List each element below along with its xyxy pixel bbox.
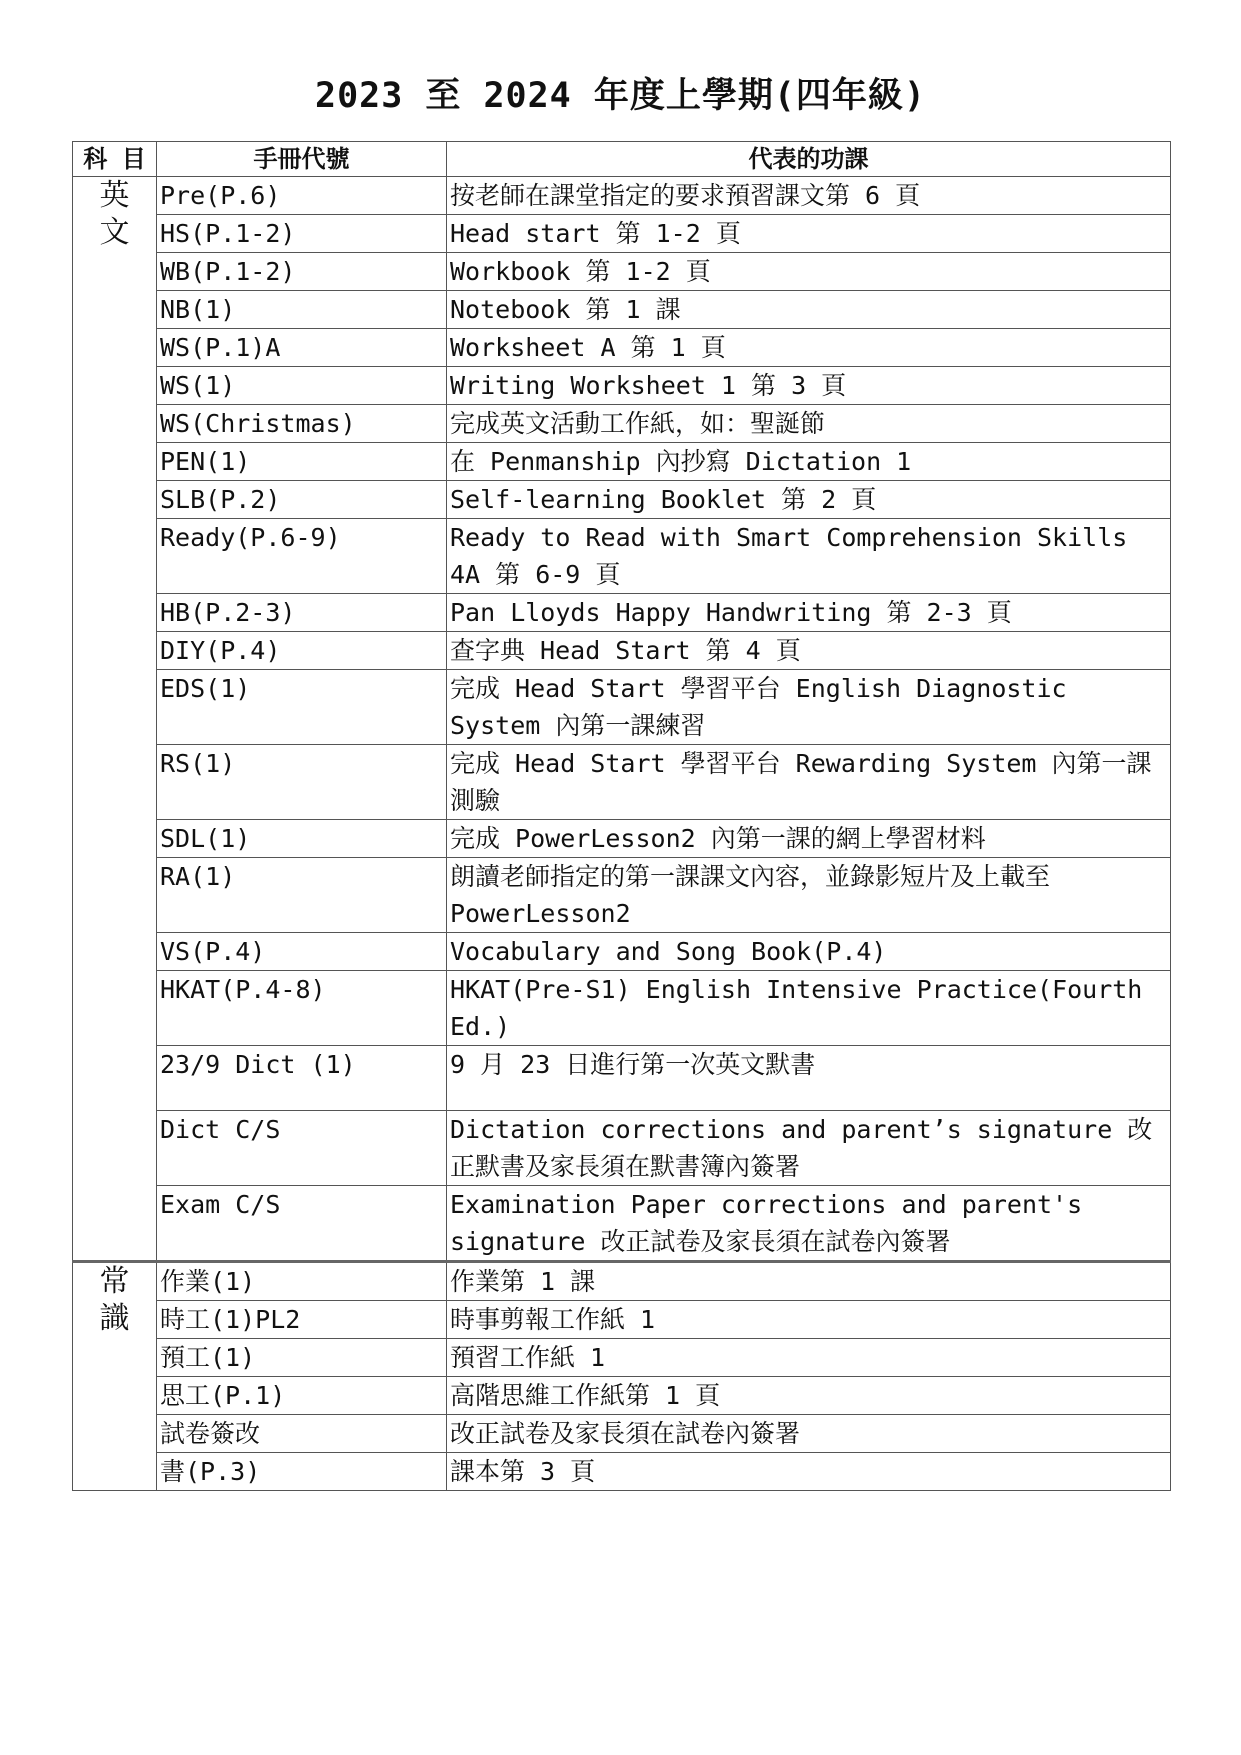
code-cell: 23/9 Dict (1) bbox=[157, 1046, 447, 1111]
code-cell: WS(1) bbox=[157, 367, 447, 405]
table-row bbox=[73, 253, 1171, 291]
table-row bbox=[73, 405, 1171, 443]
table-row bbox=[73, 820, 1171, 858]
code-cell: 時工(1)PL2 bbox=[157, 1301, 447, 1339]
meaning-cell: 時事剪報工作紙 1 bbox=[447, 1301, 1171, 1339]
code-cell: Exam C/S bbox=[157, 1186, 447, 1262]
page-title: 2023 至 2024 年度上學期(四年級) bbox=[315, 76, 926, 116]
meaning-cell: 查字典 Head Start 第 4 頁 bbox=[447, 632, 1171, 670]
code-cell: PEN(1) bbox=[157, 443, 447, 481]
table-row bbox=[73, 1046, 1171, 1111]
table-row bbox=[73, 858, 1171, 933]
meaning-cell: 9 月 23 日進行第一次英文默書 bbox=[447, 1046, 1171, 1111]
table-row bbox=[73, 632, 1171, 670]
subject-char: 識 bbox=[99, 1301, 130, 1336]
table-row bbox=[73, 215, 1171, 253]
table-row bbox=[73, 1453, 1171, 1491]
subject-char: 文 bbox=[99, 215, 130, 250]
code-cell: WS(P.1)A bbox=[157, 329, 447, 367]
table-row bbox=[73, 1262, 1171, 1301]
code-cell: WB(P.1-2) bbox=[157, 253, 447, 291]
table-row bbox=[73, 519, 1171, 594]
code-cell: HKAT(P.4-8) bbox=[157, 971, 447, 1046]
code-cell: 作業(1) bbox=[157, 1262, 447, 1301]
code-cell: 書(P.3) bbox=[157, 1453, 447, 1491]
table-row bbox=[73, 933, 1171, 971]
table-row bbox=[73, 443, 1171, 481]
table-row bbox=[73, 291, 1171, 329]
code-cell: SDL(1) bbox=[157, 820, 447, 858]
code-cell: Pre(P.6) bbox=[157, 177, 447, 215]
code-cell: DIY(P.4) bbox=[157, 632, 447, 670]
code-cell: RA(1) bbox=[157, 858, 447, 933]
meaning-cell: Examination Paper corrections and parent's signature 改正試卷及家長須在試卷內簽署 bbox=[447, 1186, 1171, 1262]
subject-char: 英 bbox=[99, 178, 130, 213]
header-subject: 科 目 bbox=[73, 142, 157, 177]
table-row bbox=[73, 1339, 1171, 1377]
meaning-cell: 完成英文活動工作紙，如：聖誕節 bbox=[447, 405, 1171, 443]
subject-cell-english bbox=[73, 177, 157, 1262]
meaning-cell: 作業第 1 課 bbox=[447, 1262, 1171, 1301]
meaning-cell: 預習工作紙 1 bbox=[447, 1339, 1171, 1377]
table-row bbox=[73, 670, 1171, 745]
code-cell: EDS(1) bbox=[157, 670, 447, 745]
subject-cell-general-studies bbox=[73, 1262, 157, 1491]
code-cell: WS(Christmas) bbox=[157, 405, 447, 443]
table-row bbox=[73, 1415, 1171, 1453]
table-row bbox=[73, 971, 1171, 1046]
table-row bbox=[73, 1186, 1171, 1262]
meaning-cell: Workbook 第 1-2 頁 bbox=[447, 253, 1171, 291]
homework-code-table bbox=[72, 141, 1171, 1491]
meaning-cell: 按老師在課堂指定的要求預習課文第 6 頁 bbox=[447, 177, 1171, 215]
meaning-cell: 改正試卷及家長須在試卷內簽署 bbox=[447, 1415, 1171, 1453]
table-row bbox=[73, 367, 1171, 405]
table-row bbox=[73, 1111, 1171, 1186]
meaning-cell: 在 Penmanship 內抄寫 Dictation 1 bbox=[447, 443, 1171, 481]
code-cell: 預工(1) bbox=[157, 1339, 447, 1377]
code-cell: Ready(P.6-9) bbox=[157, 519, 447, 594]
code-cell: HS(P.1-2) bbox=[157, 215, 447, 253]
meaning-cell: Self-learning Booklet 第 2 頁 bbox=[447, 481, 1171, 519]
code-cell: NB(1) bbox=[157, 291, 447, 329]
meaning-cell: 完成 Head Start 學習平台 Rewarding System 內第一課測驗 bbox=[447, 745, 1171, 820]
header-code: 手冊代號 bbox=[157, 142, 447, 177]
meaning-cell: 高階思維工作紙第 1 頁 bbox=[447, 1377, 1171, 1415]
table-row bbox=[73, 481, 1171, 519]
code-cell: Dict C/S bbox=[157, 1111, 447, 1186]
table-row bbox=[73, 329, 1171, 367]
table-row bbox=[73, 1301, 1171, 1339]
header-meaning: 代表的功課 bbox=[447, 142, 1171, 177]
code-cell: 思工(P.1) bbox=[157, 1377, 447, 1415]
meaning-cell: 課本第 3 頁 bbox=[447, 1453, 1171, 1491]
table-row bbox=[73, 745, 1171, 820]
meaning-cell: Vocabulary and Song Book(P.4) bbox=[447, 933, 1171, 971]
meaning-cell: 朗讀老師指定的第一課課文內容，並錄影短片及上載至 PowerLesson2 bbox=[447, 858, 1171, 933]
table-row bbox=[73, 594, 1171, 632]
meaning-cell: 完成 Head Start 學習平台 English Diagnostic System 內第一課練習 bbox=[447, 670, 1171, 745]
table-row bbox=[73, 1377, 1171, 1415]
subject-char: 常 bbox=[99, 1264, 130, 1299]
meaning-cell: Dictation corrections and parent’s signature 改正默書及家長須在默書簿內簽署 bbox=[447, 1111, 1171, 1186]
table-row bbox=[73, 177, 1171, 215]
code-cell: VS(P.4) bbox=[157, 933, 447, 971]
code-cell: HB(P.2-3) bbox=[157, 594, 447, 632]
table-header-row bbox=[73, 142, 1171, 177]
meaning-cell: Notebook 第 1 課 bbox=[447, 291, 1171, 329]
code-cell: RS(1) bbox=[157, 745, 447, 820]
meaning-cell: Worksheet A 第 1 頁 bbox=[447, 329, 1171, 367]
code-cell: 試卷簽改 bbox=[157, 1415, 447, 1453]
meaning-cell: Writing Worksheet 1 第 3 頁 bbox=[447, 367, 1171, 405]
code-cell: SLB(P.2) bbox=[157, 481, 447, 519]
meaning-cell: HKAT(Pre-S1) English Intensive Practice(Fourth Ed.) bbox=[447, 971, 1171, 1046]
meaning-cell: Ready to Read with Smart Comprehension Skills 4A 第 6-9 頁 bbox=[447, 519, 1171, 594]
meaning-cell: Head start 第 1-2 頁 bbox=[447, 215, 1171, 253]
meaning-cell: Pan Lloyds Happy Handwriting 第 2-3 頁 bbox=[447, 594, 1171, 632]
meaning-cell: 完成 PowerLesson2 內第一課的網上學習材料 bbox=[447, 820, 1171, 858]
